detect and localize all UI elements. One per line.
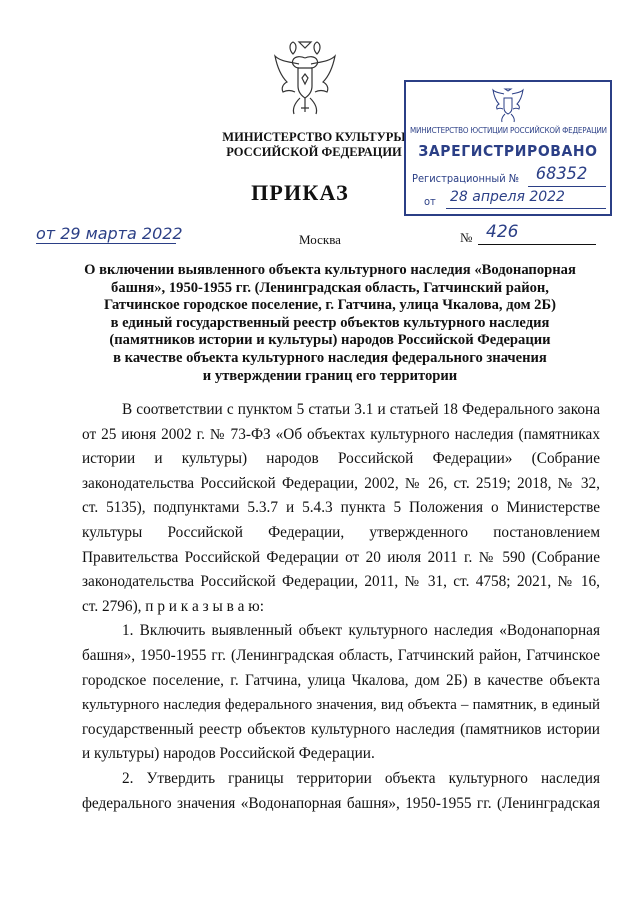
- title-line: башня», 1950-1955 гг. (Ленинградская область, Гатчинский район,: [111, 279, 549, 296]
- order-number-underline: [478, 244, 596, 245]
- body-line: городское поселение, г. Гатчина, улица Чкалова, дом 2Б) в качестве объекта: [82, 671, 600, 689]
- order-date: от 29 марта 2022: [36, 224, 183, 243]
- title-line: и утверждении границ его территории: [202, 367, 458, 384]
- ministry-line-1: МИНИСТЕРСТВО КУЛЬТУРЫ: [222, 130, 406, 144]
- stamp-registered: ЗАРЕГИСТРИРОВАНО: [418, 142, 598, 160]
- body-line: В соответствии с пунктом 5 статьи 3.1 и статьей 18 Федерального закона: [122, 401, 600, 418]
- body-line: государственный реестр объектов культурного наследия (памятников истории: [82, 720, 600, 738]
- title-line: в качестве объекта культурного наследия федерального значения: [113, 349, 547, 366]
- body-line: Правительства Российской Федерации от 20 июля 2011 г. № 590 (Собрание: [82, 548, 600, 566]
- body-line: башня», 1950-1955 гг. (Ленинградская область, Гатчинский район, Гатчинское: [82, 646, 600, 664]
- body-line: ст. 2796), п р и к а з ы в а ю:: [82, 597, 264, 615]
- order-city: Москва: [299, 232, 341, 247]
- body-line: и культуры) народов Российской Федерации.: [82, 745, 375, 763]
- order-title: [60, 262, 600, 385]
- body-line: от 25 июня 2002 г. № 73-ФЗ «Об объектах культурного наследия (памятниках: [82, 425, 600, 443]
- order-number: 426: [486, 222, 519, 242]
- coat-of-arms-emblem: [272, 38, 338, 118]
- title-line: в единый государственный реестр объектов культурного наследия: [110, 314, 550, 331]
- order-date-underline: [36, 243, 176, 244]
- registration-stamp: [404, 80, 612, 216]
- body-line: законодательства Российской Федерации, 2002, № 26, ст. 2519; 2018, № 32,: [82, 474, 600, 492]
- body-line: 2. Утвердить границы территории объекта культурного наследия: [122, 769, 600, 787]
- ministry-line-2: РОССИЙСКОЙ ФЕДЕРАЦИИ: [226, 144, 402, 159]
- body-line: 1. Включить выявленный объект культурного наследия «Водонапорная: [122, 622, 600, 640]
- body-line: федерального значения «Водонапорная башня», 1950-1955 гг. (Ленинградская: [82, 794, 600, 812]
- body-line: культуры Российской Федерации, утвержденного постановлением: [82, 523, 600, 541]
- stamp-date-value: 28 апреля 2022: [450, 189, 565, 205]
- body-line: истории и культуры) народов Российской Федерации» (Собрание: [82, 450, 600, 468]
- document-type-heading: ПРИКАЗ: [251, 180, 349, 205]
- title-line: (памятников истории и культуры) народов Российской Федерации: [109, 332, 551, 349]
- body-line: культурного наследия федерального значения, вид объекта – памятник, в единый: [82, 697, 600, 714]
- stamp-regnum-label: Регистрационный №: [412, 172, 520, 185]
- stamp-date-label: от: [424, 195, 436, 208]
- order-body: [82, 398, 600, 816]
- stamp-eagle-icon: [491, 88, 525, 124]
- stamp-ministry: МИНИСТЕРСТВО ЮСТИЦИИ РОССИЙСКОЙ ФЕДЕРАЦИИ: [410, 126, 607, 135]
- title-line: Гатчинское городское поселение, г. Гатчина, улица Чкалова, дом 2Б): [103, 297, 556, 314]
- stamp-date-underline: [446, 208, 606, 209]
- body-line: законодательства Российской Федерации, 2011, № 31, ст. 4758; 2021, № 16,: [82, 573, 600, 591]
- stamp-regnum-value: 68352: [536, 164, 588, 184]
- title-line: О включении выявленного объекта культурного наследия «Водонапорная: [84, 262, 576, 278]
- body-line: ст. 5135), подпунктами 5.3.7 и 5.4.3 пункта 5 Положения о Министерстве: [82, 499, 600, 517]
- ministry-name: [210, 130, 418, 159]
- order-number-label: №: [460, 230, 473, 245]
- stamp-regnum-underline: [528, 186, 606, 187]
